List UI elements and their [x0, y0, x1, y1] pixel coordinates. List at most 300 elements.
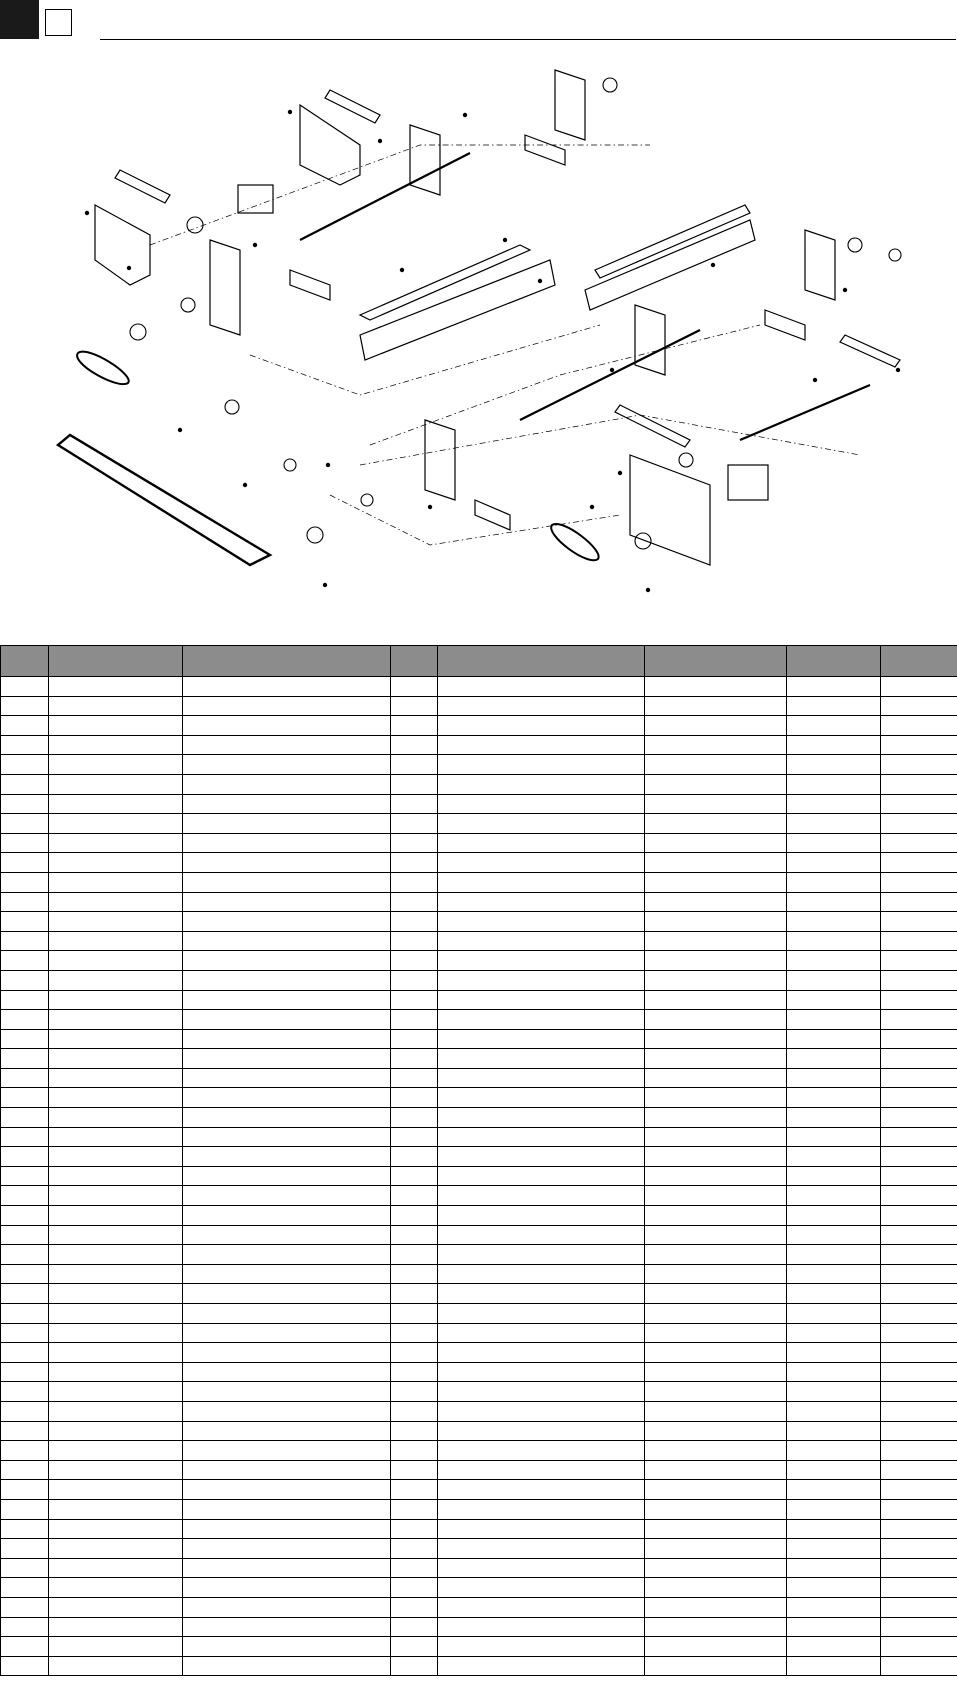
- table-row: [1, 1499, 957, 1519]
- table-cell: [881, 951, 957, 971]
- table-row: [1, 1656, 957, 1676]
- table-cell: [438, 1206, 645, 1226]
- table-cell: [1, 1245, 49, 1265]
- table-cell: [881, 1401, 957, 1421]
- table-row: [1, 1539, 957, 1559]
- table-cell: [1, 872, 49, 892]
- table-cell: [881, 1343, 957, 1363]
- col-header: [1, 646, 49, 677]
- table-cell: [183, 1441, 391, 1461]
- table-cell: [391, 951, 438, 971]
- table-cell: [881, 1284, 957, 1304]
- table-cell: [645, 1166, 787, 1186]
- table-cell: [787, 1108, 881, 1128]
- table-cell: [183, 814, 391, 834]
- angle-bracket-1: [290, 270, 330, 300]
- table-cell: [183, 1323, 391, 1343]
- table-cell: [881, 1558, 957, 1578]
- table-cell: [1, 1166, 49, 1186]
- table-cell: [881, 677, 957, 697]
- table-cell: [787, 1264, 881, 1284]
- angle-bracket-2: [525, 135, 565, 165]
- col-header: [391, 646, 438, 677]
- table-cell: [1, 735, 49, 755]
- table-cell: [49, 1108, 183, 1128]
- table-cell: [49, 990, 183, 1010]
- table-cell: [183, 872, 391, 892]
- table-cell: [787, 1401, 881, 1421]
- table-cell: [1, 1480, 49, 1500]
- table-cell: [183, 853, 391, 873]
- table-cell: [183, 1597, 391, 1617]
- table-cell: [645, 1304, 787, 1324]
- table-cell: [438, 951, 645, 971]
- table-cell: [183, 1264, 391, 1284]
- guide-bar: [615, 405, 690, 447]
- ball-screw-1: [300, 153, 470, 240]
- table-cell: [1, 1362, 49, 1382]
- side-plate-a: [210, 240, 240, 335]
- table-cell: [881, 853, 957, 873]
- table-cell: [391, 1304, 438, 1324]
- table-cell: [787, 951, 881, 971]
- table-cell: [391, 677, 438, 697]
- table-cell: [787, 1617, 881, 1637]
- parts-table-body: [1, 677, 957, 1676]
- table-row: [1, 951, 957, 971]
- table-cell: [1, 1088, 49, 1108]
- pulleys: [130, 78, 901, 549]
- table-cell: [881, 833, 957, 853]
- table-cell: [438, 1421, 645, 1441]
- table-row: [1, 794, 957, 814]
- table-cell: [391, 1029, 438, 1049]
- table-cell: [391, 1460, 438, 1480]
- table-cell: [881, 1578, 957, 1598]
- table-cell: [881, 1108, 957, 1128]
- table-row: [1, 1401, 957, 1421]
- table-cell: [1, 1264, 49, 1284]
- table-cell: [183, 1225, 391, 1245]
- table-cell: [438, 990, 645, 1010]
- table-cell: [881, 1186, 957, 1206]
- table-cell: [1, 833, 49, 853]
- table-cell: [1, 1656, 49, 1676]
- table-cell: [881, 1617, 957, 1637]
- table-cell: [645, 696, 787, 716]
- table-cell: [1, 1206, 49, 1226]
- table-row: [1, 1382, 957, 1402]
- table-cell: [438, 1068, 645, 1088]
- table-row: [1, 1362, 957, 1382]
- table-cell: [645, 1284, 787, 1304]
- table-cell: [787, 1186, 881, 1206]
- table-cell: [183, 1382, 391, 1402]
- table-cell: [787, 1558, 881, 1578]
- table-cell: [645, 774, 787, 794]
- table-cell: [645, 1010, 787, 1030]
- table-cell: [881, 1206, 957, 1226]
- table-cell: [49, 1186, 183, 1206]
- angle-bracket-3: [765, 310, 805, 340]
- table-cell: [438, 1558, 645, 1578]
- table-cell: [787, 1362, 881, 1382]
- table-cell: [1, 1225, 49, 1245]
- table-cell: [49, 951, 183, 971]
- side-plate-f: [425, 420, 455, 500]
- table-cell: [49, 1323, 183, 1343]
- table-cell: [881, 1656, 957, 1676]
- table-cell: [881, 912, 957, 932]
- section-tab-marker: [0, 0, 39, 39]
- table-cell: [787, 735, 881, 755]
- table-cell: [787, 1519, 881, 1539]
- table-cell: [787, 814, 881, 834]
- table-cell: [1, 1108, 49, 1128]
- table-cell: [787, 1127, 881, 1147]
- table-cell: [1, 1637, 49, 1657]
- table-cell: [787, 1499, 881, 1519]
- table-cell: [645, 833, 787, 853]
- table-cell: [1, 1284, 49, 1304]
- table-cell: [183, 990, 391, 1010]
- table-row: [1, 872, 957, 892]
- table-cell: [881, 1519, 957, 1539]
- table-row: [1, 1068, 957, 1088]
- table-cell: [183, 1010, 391, 1030]
- table-row: [1, 931, 957, 951]
- table-row: [1, 1304, 957, 1324]
- table-cell: [787, 1441, 881, 1461]
- table-cell: [391, 1519, 438, 1539]
- table-cell: [787, 1049, 881, 1069]
- table-cell: [645, 1617, 787, 1637]
- table-cell: [881, 872, 957, 892]
- table-cell: [183, 1362, 391, 1382]
- table-cell: [391, 1578, 438, 1598]
- table-cell: [49, 931, 183, 951]
- table-row: [1, 1225, 957, 1245]
- table-cell: [49, 696, 183, 716]
- table-cell: [391, 774, 438, 794]
- header-rule: [100, 39, 956, 40]
- table-row: [1, 774, 957, 794]
- table-cell: [645, 814, 787, 834]
- table-cell: [645, 1068, 787, 1088]
- table-cell: [787, 794, 881, 814]
- table-cell: [438, 1186, 645, 1206]
- table-cell: [49, 1010, 183, 1030]
- table-cell: [183, 755, 391, 775]
- table-cell: [1, 931, 49, 951]
- table-cell: [391, 1108, 438, 1128]
- table-cell: [391, 1597, 438, 1617]
- table-cell: [881, 716, 957, 736]
- table-cell: [391, 970, 438, 990]
- table-cell: [391, 1186, 438, 1206]
- table-cell: [645, 677, 787, 697]
- table-cell: [438, 1401, 645, 1421]
- table-cell: [438, 892, 645, 912]
- table-cell: [1, 1617, 49, 1637]
- table-cell: [391, 1637, 438, 1657]
- table-cell: [1, 1147, 49, 1167]
- table-cell: [438, 1617, 645, 1637]
- side-plate-d: [805, 230, 835, 300]
- table-cell: [391, 853, 438, 873]
- table-cell: [1, 1539, 49, 1559]
- table-cell: [49, 1558, 183, 1578]
- table-cell: [183, 1558, 391, 1578]
- table-cell: [645, 1225, 787, 1245]
- table-cell: [49, 1656, 183, 1676]
- table-cell: [391, 716, 438, 736]
- table-cell: [645, 1558, 787, 1578]
- table-cell: [645, 1480, 787, 1500]
- table-row: [1, 1206, 957, 1226]
- table-cell: [881, 1382, 957, 1402]
- table-cell: [49, 1264, 183, 1284]
- table-cell: [183, 1637, 391, 1657]
- table-cell: [183, 1304, 391, 1324]
- table-cell: [438, 1049, 645, 1069]
- table-row: [1, 1460, 957, 1480]
- table-cell: [438, 1362, 645, 1382]
- table-cell: [645, 1499, 787, 1519]
- table-cell: [391, 872, 438, 892]
- table-cell: [391, 696, 438, 716]
- table-cell: [391, 1284, 438, 1304]
- table-cell: [1, 794, 49, 814]
- table-cell: [183, 1108, 391, 1128]
- table-row: [1, 1029, 957, 1049]
- table-cell: [645, 1108, 787, 1128]
- table-cell: [438, 1597, 645, 1617]
- table-cell: [1, 1323, 49, 1343]
- table-cell: [881, 931, 957, 951]
- table-cell: [183, 1343, 391, 1363]
- table-cell: [49, 1597, 183, 1617]
- table-cell: [645, 1401, 787, 1421]
- table-cell: [391, 1245, 438, 1265]
- table-cell: [645, 794, 787, 814]
- table-row: [1, 1421, 957, 1441]
- table-cell: [645, 1049, 787, 1069]
- table-cell: [1, 677, 49, 697]
- table-cell: [787, 1382, 881, 1402]
- side-plate-e: [635, 305, 665, 375]
- table-cell: [183, 833, 391, 853]
- table-cell: [391, 735, 438, 755]
- table-row: [1, 1245, 957, 1265]
- table-row: [1, 970, 957, 990]
- table-cell: [49, 1382, 183, 1402]
- table-cell: [787, 931, 881, 951]
- table-cell: [49, 1343, 183, 1363]
- table-cell: [1, 1049, 49, 1069]
- table-cell: [438, 735, 645, 755]
- table-cell: [438, 1460, 645, 1480]
- table-row: [1, 1323, 957, 1343]
- table-cell: [881, 1166, 957, 1186]
- table-cell: [645, 1421, 787, 1441]
- table-cell: [183, 1578, 391, 1598]
- table-cell: [1, 912, 49, 932]
- table-cell: [183, 931, 391, 951]
- center-lines: [150, 145, 860, 545]
- table-cell: [881, 1539, 957, 1559]
- table-cell: [438, 1010, 645, 1030]
- table-cell: [391, 1127, 438, 1147]
- table-row: [1, 814, 957, 834]
- table-cell: [49, 1401, 183, 1421]
- table-cell: [881, 990, 957, 1010]
- table-cell: [881, 1637, 957, 1657]
- table-cell: [183, 1499, 391, 1519]
- table-cell: [438, 814, 645, 834]
- table-cell: [438, 1578, 645, 1598]
- table-cell: [645, 1147, 787, 1167]
- table-cell: [49, 1088, 183, 1108]
- table-cell: [438, 1343, 645, 1363]
- table-cell: [645, 1127, 787, 1147]
- table-cell: [1, 1441, 49, 1461]
- table-row: [1, 1010, 957, 1030]
- table-cell: [49, 1284, 183, 1304]
- table-cell: [391, 1401, 438, 1421]
- ball-screw-3: [740, 385, 870, 440]
- table-cell: [881, 970, 957, 990]
- table-cell: [438, 696, 645, 716]
- timing-belt-long: [58, 435, 270, 565]
- table-row: [1, 1284, 957, 1304]
- table-cell: [183, 1617, 391, 1637]
- table-cell: [1, 892, 49, 912]
- table-cell: [645, 1362, 787, 1382]
- table-cell: [438, 1519, 645, 1539]
- table-cell: [881, 1010, 957, 1030]
- table-cell: [49, 1127, 183, 1147]
- table-cell: [1, 755, 49, 775]
- table-cell: [881, 892, 957, 912]
- table-cell: [645, 853, 787, 873]
- table-cell: [787, 1460, 881, 1480]
- parts-list-table: [0, 645, 957, 1676]
- table-row: [1, 716, 957, 736]
- table-cell: [645, 1029, 787, 1049]
- table-cell: [1, 990, 49, 1010]
- table-cell: [183, 1245, 391, 1265]
- table-cell: [49, 1362, 183, 1382]
- table-cell: [645, 931, 787, 951]
- table-cell: [183, 951, 391, 971]
- table-cell: [438, 1304, 645, 1324]
- table-cell: [1, 696, 49, 716]
- table-cell: [787, 1480, 881, 1500]
- table-cell: [49, 970, 183, 990]
- table-cell: [1, 1578, 49, 1598]
- table-cell: [438, 1029, 645, 1049]
- table-cell: [438, 1284, 645, 1304]
- table-cell: [881, 1441, 957, 1461]
- table-cell: [438, 794, 645, 814]
- table-cell: [183, 970, 391, 990]
- table-cell: [1, 1597, 49, 1617]
- table-cell: [438, 1656, 645, 1676]
- table-cell: [645, 1245, 787, 1265]
- table-cell: [438, 1441, 645, 1461]
- table-row: [1, 1558, 957, 1578]
- timing-belt-mid: [551, 524, 598, 560]
- table-cell: [438, 833, 645, 853]
- angle-bracket-4: [475, 500, 510, 530]
- side-plate-c: [555, 70, 585, 140]
- table-cell: [49, 1147, 183, 1167]
- table-cell: [49, 1480, 183, 1500]
- table-cell: [183, 1480, 391, 1500]
- table-cell: [391, 1206, 438, 1226]
- table-cell: [1, 1499, 49, 1519]
- table-cell: [1, 1421, 49, 1441]
- table-row: [1, 912, 957, 932]
- col-header: [787, 646, 881, 677]
- table-cell: [49, 1460, 183, 1480]
- table-cell: [1, 1558, 49, 1578]
- table-cell: [787, 833, 881, 853]
- table-cell: [438, 912, 645, 932]
- table-cell: [183, 794, 391, 814]
- table-cell: [645, 735, 787, 755]
- table-cell: [438, 1323, 645, 1343]
- table-cell: [787, 1245, 881, 1265]
- table-cell: [391, 814, 438, 834]
- table-row: [1, 1617, 957, 1637]
- table-cell: [881, 1029, 957, 1049]
- table-cell: [645, 1656, 787, 1676]
- table-cell: [1, 1010, 49, 1030]
- table-cell: [49, 716, 183, 736]
- table-cell: [183, 774, 391, 794]
- table-cell: [881, 1460, 957, 1480]
- table-cell: [645, 1206, 787, 1226]
- table-cell: [787, 1284, 881, 1304]
- table-cell: [787, 1206, 881, 1226]
- table-cell: [787, 716, 881, 736]
- table-cell: [787, 1421, 881, 1441]
- table-row: [1, 1480, 957, 1500]
- table-cell: [787, 1637, 881, 1657]
- table-cell: [391, 1617, 438, 1637]
- bracket-plate-left: [95, 170, 170, 285]
- table-cell: [438, 755, 645, 775]
- col-header: [645, 646, 787, 677]
- table-cell: [183, 1147, 391, 1167]
- table-cell: [1, 1127, 49, 1147]
- timing-belt-small: [77, 352, 129, 384]
- table-cell: [438, 1539, 645, 1559]
- table-row: [1, 755, 957, 775]
- table-cell: [881, 1304, 957, 1324]
- table-cell: [645, 872, 787, 892]
- table-cell: [787, 1068, 881, 1088]
- table-cell: [391, 931, 438, 951]
- linear-rail-1: [360, 245, 555, 360]
- table-cell: [49, 1166, 183, 1186]
- table-row: [1, 1049, 957, 1069]
- fastener-marks: [85, 110, 900, 592]
- table-cell: [49, 892, 183, 912]
- table-cell: [881, 774, 957, 794]
